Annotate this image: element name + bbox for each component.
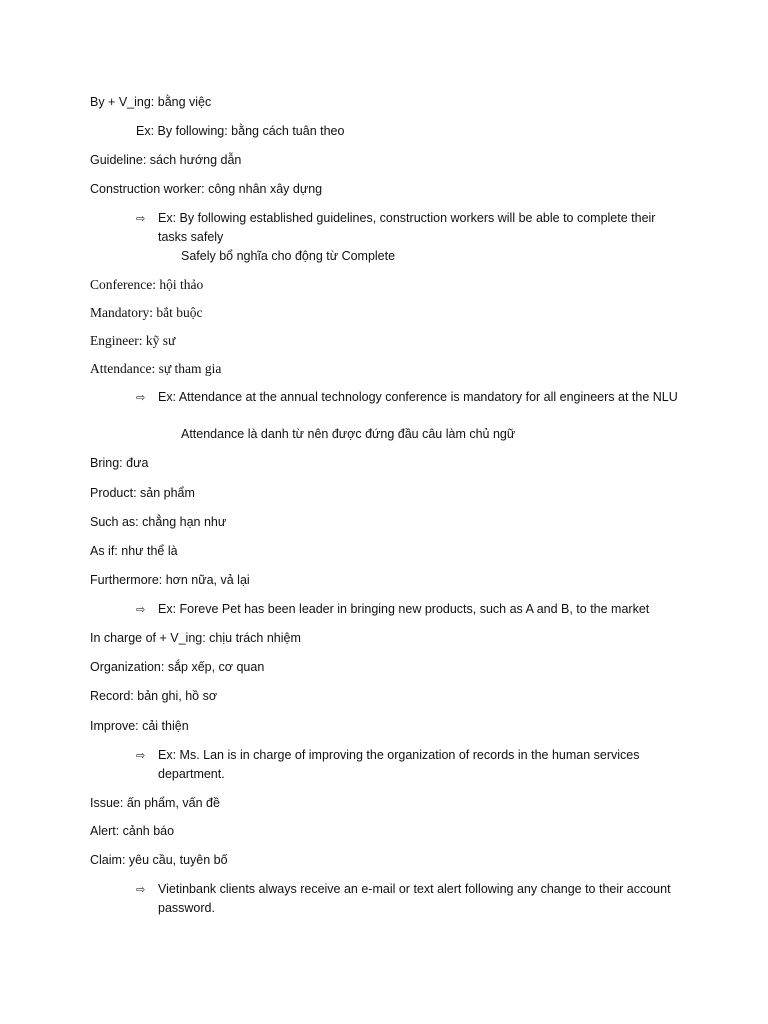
- arrow-bullet-icon: ⇨: [136, 749, 146, 762]
- arrow-bullet-icon: ⇨: [136, 883, 146, 896]
- vocab-bring: Bring: đưa: [90, 456, 149, 470]
- vocab-record: Record: bản ghi, hồ sơ: [90, 689, 218, 703]
- vocab-mandatory: Mandatory: bắt buộc: [90, 305, 203, 320]
- example-sentence-vietinbank: Vietinbank clients always receive an e-mail or text alert following any change to their account password.: [158, 882, 671, 915]
- vocab-attendance: Attendance: sự tham gia: [90, 361, 222, 376]
- example-sentence-foreve-pet: Ex: Foreve Pet has been leader in bringing new products, such as A and B, to the market: [158, 602, 650, 616]
- vocab-by-ving: By + V_ing: bằng việc: [90, 95, 212, 109]
- vocab-conference: Conference: hội thảo: [90, 277, 204, 292]
- vocab-alert: Alert: cảnh báo: [90, 824, 175, 838]
- vocab-in-charge-of: In charge of + V_ing: chịu trách nhiệm: [90, 631, 301, 645]
- example-sentence-guidelines: Ex: By following established guidelines, construction workers will be able to complete their tasks safely: [158, 211, 656, 244]
- arrow-bullet-icon: ⇨: [136, 212, 146, 225]
- vocab-engineer: Engineer: kỹ sư: [90, 333, 176, 348]
- vocab-organization: Organization: sắp xếp, cơ quan: [90, 660, 265, 674]
- vocab-furthermore: Furthermore: hơn nữa, vả lại: [90, 573, 250, 587]
- example-by-following: Ex: By following: bằng cách tuân theo: [136, 124, 345, 138]
- arrow-bullet-icon: ⇨: [136, 391, 146, 404]
- vocab-construction-worker: Construction worker: công nhân xây dựng: [90, 182, 323, 196]
- vocab-such-as: Such as: chẳng hạn như: [90, 515, 227, 529]
- vocab-issue: Issue: ấn phẩm, vấn đề: [90, 796, 220, 810]
- vocab-product: Product: sản phẩm: [90, 486, 195, 500]
- arrow-bullet-icon: ⇨: [136, 603, 146, 616]
- vocab-guideline: Guideline: sách hướng dẫn: [90, 153, 242, 167]
- example-note-safely: Safely bổ nghĩa cho động từ Complete: [181, 249, 396, 263]
- example-sentence-attendance: Ex: Attendance at the annual technology conference is mandatory for all engineers at the NLU: [158, 390, 678, 404]
- vocab-claim: Claim: yêu cầu, tuyên bố: [90, 853, 228, 867]
- example-sentence-ms-lan: Ex: Ms. Lan is in charge of improving the organization of records in the human services department.: [158, 748, 640, 781]
- vocab-improve: Improve: cải thiện: [90, 719, 189, 733]
- example-note-attendance: Attendance là danh từ nên được đứng đầu câu làm chủ ngữ: [181, 427, 516, 441]
- vocab-as-if: As if: như thể là: [90, 544, 178, 558]
